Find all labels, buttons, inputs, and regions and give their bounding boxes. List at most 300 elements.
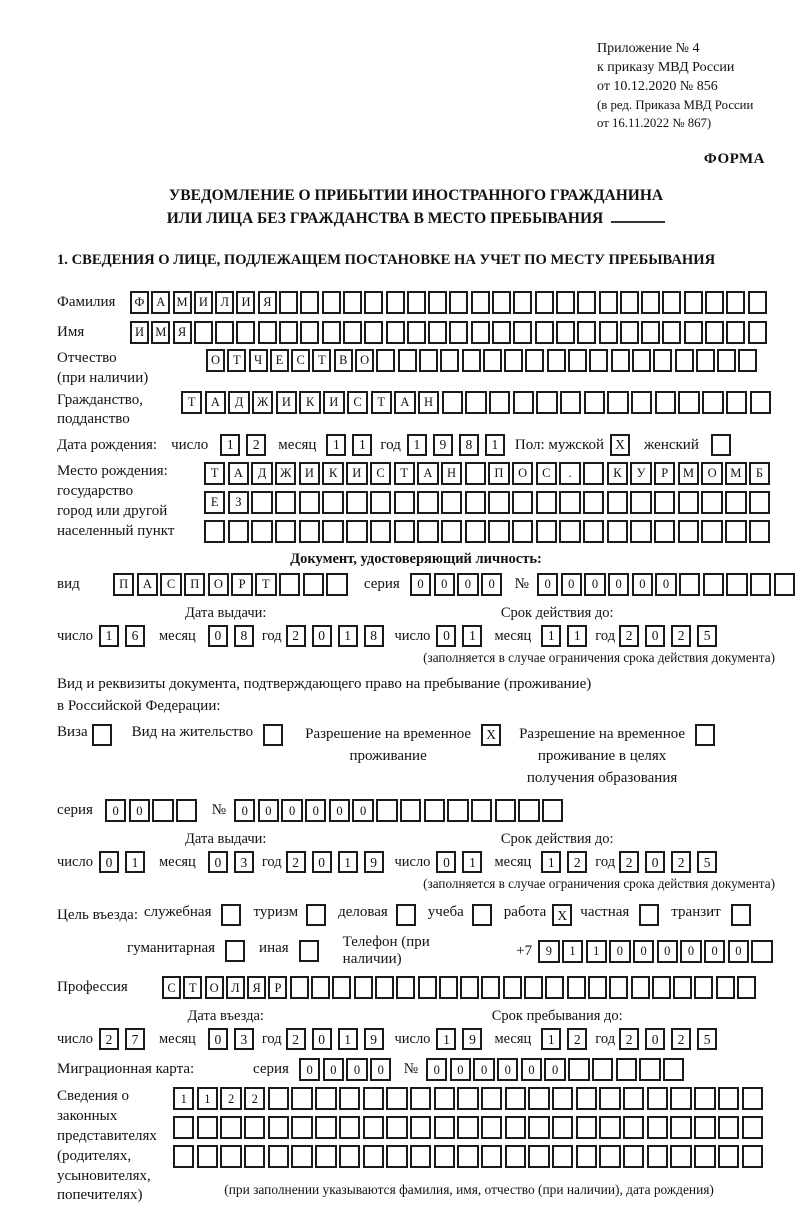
char-cell — [701, 520, 722, 543]
char-cell — [599, 321, 618, 344]
char-cell — [609, 976, 628, 999]
char-cell — [749, 491, 770, 514]
temp-residence-label-line-1: Разрешение на временное — [305, 726, 472, 743]
char-cell — [300, 291, 319, 314]
char-cell: 2 — [619, 1028, 639, 1050]
char-cell: 8 — [364, 625, 384, 647]
char-cell — [678, 491, 699, 514]
identity-expiry-year-label: год — [595, 627, 616, 644]
char-cell — [599, 1145, 620, 1168]
representatives-cells-row-1 — [173, 1087, 765, 1110]
char-cell: 0 — [645, 625, 665, 647]
char-cell — [322, 520, 343, 543]
char-cell — [536, 391, 557, 414]
char-cell — [652, 976, 671, 999]
visa-option — [57, 724, 112, 746]
representatives-label-line-6: попечителях) — [57, 1187, 143, 1204]
char-cell: Я — [173, 321, 192, 344]
char-cell — [339, 1087, 360, 1110]
char-cell — [495, 799, 516, 822]
char-cell — [576, 1087, 597, 1110]
birth-day-cells — [220, 434, 266, 456]
identity-number-cells — [537, 573, 798, 596]
char-cell — [524, 976, 543, 999]
char-cell — [410, 1087, 431, 1110]
char-cell — [647, 1087, 668, 1110]
char-cell: 2 — [244, 1087, 265, 1110]
char-cell — [440, 349, 459, 372]
char-cell: 7 — [125, 1028, 145, 1050]
char-cell: А — [151, 291, 170, 314]
char-cell — [684, 321, 703, 344]
birth-place-label-line-2: государство — [57, 483, 134, 500]
char-cell — [654, 491, 675, 514]
sex-male-checkbox — [610, 434, 630, 456]
citizenship-cells — [181, 391, 773, 414]
residence-number-cells — [234, 799, 566, 822]
residence-expiry-year-label: год — [595, 853, 616, 870]
char-cell — [376, 799, 397, 822]
char-cell — [465, 391, 486, 414]
char-cell — [449, 291, 468, 314]
identity-issue-month-cells — [208, 625, 254, 647]
char-cell — [568, 349, 587, 372]
char-cell — [394, 520, 415, 543]
char-cell: 1 — [586, 940, 607, 963]
entry-date-heading: Дата въезда: — [187, 1008, 264, 1025]
char-cell: 0 — [544, 1058, 565, 1081]
identity-issue-year-label: год — [261, 627, 282, 644]
sex-female-checkbox — [711, 434, 731, 456]
stay-day-label: число — [394, 1030, 431, 1047]
section-1-heading: 1. СВЕДЕНИЯ О ЛИЦЕ, ПОДЛЕЖАЩЕМ ПОСТАНОВКЕ НА УЧЕТ ПО МЕСТУ ПРЕБЫВАНИЯ — [57, 252, 716, 269]
char-cell: 1 — [541, 625, 561, 647]
identity-expiry-month-label: месяц — [494, 627, 532, 644]
char-cell — [457, 1116, 478, 1139]
annex-line-5: от 16.11.2022 № 867) — [597, 116, 712, 131]
char-cell — [251, 520, 272, 543]
char-cell — [611, 349, 630, 372]
char-cell: П — [184, 573, 205, 596]
purpose-humanitarian-label: гуманитарная — [127, 940, 216, 957]
char-cell — [552, 1116, 573, 1139]
identity-doc-dates — [57, 605, 775, 666]
char-cell — [370, 491, 391, 514]
char-cell: 0 — [208, 1028, 228, 1050]
char-cell: 0 — [436, 625, 456, 647]
identity-expiry-month-cells — [541, 625, 587, 647]
form-title-line-2 — [57, 207, 775, 230]
char-cell: С — [370, 462, 391, 485]
edu-residence-label-line-1: Разрешение на временное — [519, 726, 686, 743]
char-cell — [354, 976, 373, 999]
char-cell — [726, 321, 745, 344]
annex-line-3: от 10.12.2020 № 856 — [597, 78, 718, 94]
birth-day-label: число — [171, 436, 209, 453]
char-cell: 2 — [286, 625, 306, 647]
char-cell — [290, 976, 309, 999]
char-cell — [417, 491, 438, 514]
char-cell: 0 — [537, 573, 558, 596]
char-cell — [244, 1145, 265, 1168]
residence-number-label: № — [211, 802, 226, 819]
char-cell: А — [205, 391, 226, 414]
edu-residence-option — [519, 724, 715, 789]
char-cell: Т — [181, 391, 202, 414]
char-cell — [641, 291, 660, 314]
purpose-other-checkbox — [299, 940, 319, 962]
char-cell: 0 — [704, 940, 725, 963]
char-cell — [750, 391, 771, 414]
residence-expiry-year-cells — [619, 851, 717, 873]
blank-underline — [611, 208, 665, 223]
stay-day-cells — [436, 1028, 482, 1050]
char-cell — [589, 349, 608, 372]
char-cell — [528, 1116, 549, 1139]
char-cell — [442, 391, 463, 414]
birth-place-cells-row-2 — [204, 491, 773, 514]
purpose-humanitarian-checkbox — [225, 940, 245, 962]
birth-date-row — [57, 434, 775, 456]
char-cell: 0 — [426, 1058, 447, 1081]
char-cell: И — [346, 462, 367, 485]
char-cell — [268, 1145, 289, 1168]
char-cell — [737, 976, 756, 999]
char-cell: 1 — [541, 851, 561, 873]
profession-cells — [162, 976, 758, 999]
char-cell — [641, 321, 660, 344]
char-cell: К — [299, 391, 320, 414]
char-cell — [748, 291, 767, 314]
char-cell — [547, 349, 566, 372]
annex-line-2: к приказу МВД России — [597, 59, 735, 75]
birth-place-label-line-4: населенный пункт — [57, 522, 175, 539]
identity-issue-month-label: месяц — [158, 627, 196, 644]
char-cell: 1 — [99, 625, 119, 647]
char-cell — [400, 799, 421, 822]
char-cell: 0 — [299, 1058, 320, 1081]
char-cell: Б — [749, 462, 770, 485]
char-cell — [220, 1145, 241, 1168]
char-cell: 1 — [326, 434, 346, 456]
identity-issue-heading: Дата выдачи: — [185, 605, 267, 622]
char-cell: П — [113, 573, 134, 596]
purpose-label: Цель въезда: — [57, 906, 138, 923]
char-cell — [428, 321, 447, 344]
representatives-label-line-1: Сведения о — [57, 1088, 129, 1105]
char-cell: А — [417, 462, 438, 485]
birth-place-cells-row-1 — [204, 462, 773, 485]
char-cell — [481, 1087, 502, 1110]
char-cell: Ж — [275, 462, 296, 485]
representatives-label-line-3: представителях — [57, 1128, 157, 1145]
char-cell — [363, 1145, 384, 1168]
char-cell — [623, 1116, 644, 1139]
char-cell — [176, 799, 197, 822]
char-cell — [670, 1087, 691, 1110]
char-cell: Н — [441, 462, 462, 485]
char-cell — [483, 349, 502, 372]
char-cell — [258, 321, 277, 344]
edu-residence-label — [519, 724, 685, 789]
char-cell — [705, 321, 724, 344]
migration-number-cells — [426, 1058, 687, 1081]
char-cell: 2 — [619, 625, 639, 647]
char-cell — [439, 976, 458, 999]
char-cell — [513, 321, 532, 344]
representatives-label — [57, 1087, 173, 1206]
char-cell — [428, 291, 447, 314]
char-cell — [396, 976, 415, 999]
char-cell: И — [236, 291, 255, 314]
identity-kind-label: вид — [57, 576, 80, 593]
char-cell — [592, 1058, 613, 1081]
residence-permit-options — [57, 724, 775, 789]
char-cell — [363, 1087, 384, 1110]
char-cell — [701, 491, 722, 514]
char-cell — [647, 1145, 668, 1168]
char-cell — [346, 491, 367, 514]
char-cell — [536, 520, 557, 543]
char-cell: 0 — [105, 799, 126, 822]
char-cell — [251, 491, 272, 514]
char-cell — [607, 520, 628, 543]
char-cell: 0 — [234, 799, 255, 822]
char-cell — [434, 1087, 455, 1110]
char-cell — [489, 391, 510, 414]
char-cell: 1 — [173, 1087, 194, 1110]
residence-permit-option — [132, 724, 283, 746]
char-cell — [742, 1116, 763, 1139]
char-cell: 3 — [234, 851, 254, 873]
profession-label: Профессия — [57, 979, 128, 996]
char-cell: 0 — [655, 573, 676, 596]
char-cell — [326, 573, 347, 596]
char-cell: Т — [255, 573, 276, 596]
char-cell: 5 — [697, 625, 717, 647]
char-cell — [291, 1116, 312, 1139]
char-cell: Е — [204, 491, 225, 514]
char-cell: 0 — [633, 940, 654, 963]
char-cell — [447, 799, 468, 822]
char-cell — [398, 349, 417, 372]
char-cell: 0 — [481, 573, 502, 596]
char-cell: Д — [251, 462, 272, 485]
char-cell — [299, 491, 320, 514]
stay-until-date — [394, 1028, 775, 1050]
char-cell — [322, 321, 341, 344]
char-cell: 9 — [364, 851, 384, 873]
char-cell: 8 — [234, 625, 254, 647]
char-cell: 1 — [485, 434, 505, 456]
char-cell — [694, 1145, 715, 1168]
residence-expiry-note: (заполняется в случае ограничения срока действия документа) — [423, 876, 775, 892]
char-cell — [220, 1116, 241, 1139]
char-cell — [694, 1116, 715, 1139]
char-cell — [417, 520, 438, 543]
identity-issue-date — [57, 625, 394, 647]
form-marker: ФОРМА — [703, 150, 765, 167]
char-cell — [488, 520, 509, 543]
char-cell: 1 — [567, 625, 587, 647]
char-cell: 2 — [246, 434, 266, 456]
identity-expiry-note: (заполняется в случае ограничения срока действия документа) — [423, 650, 775, 666]
patronymic-label-line-1: Отчество — [57, 350, 117, 367]
residence-doc-intro-1: Вид и реквизиты документа, подтверждающего право на пребывание (проживание) — [57, 676, 592, 693]
char-cell — [774, 573, 795, 596]
char-cell — [462, 349, 481, 372]
char-cell — [505, 1145, 526, 1168]
char-cell — [225, 940, 245, 962]
char-cell — [696, 349, 715, 372]
char-cell: 9 — [433, 434, 453, 456]
char-cell — [363, 1116, 384, 1139]
char-cell — [311, 976, 330, 999]
char-cell — [364, 291, 383, 314]
char-cell — [731, 904, 751, 926]
residence-series-row — [57, 799, 775, 822]
purpose-transit — [671, 904, 750, 926]
char-cell: 0 — [410, 573, 431, 596]
edu-residence-label-line-2: проживание в целях — [537, 747, 667, 764]
birth-place-cells-row-3 — [204, 520, 773, 543]
char-cell — [607, 491, 628, 514]
identity-expiry-heading: Срок действия до: — [500, 605, 614, 622]
char-cell — [481, 1116, 502, 1139]
char-cell — [702, 391, 723, 414]
char-cell: 1 — [338, 1028, 358, 1050]
char-cell — [742, 1145, 763, 1168]
residence-issue-date — [57, 851, 394, 873]
char-cell: К — [607, 462, 628, 485]
purpose-row-1 — [57, 904, 775, 926]
char-cell — [748, 321, 767, 344]
char-cell — [583, 491, 604, 514]
identity-issue-day-label: число — [57, 627, 93, 644]
char-cell: 0 — [329, 799, 350, 822]
char-cell: 0 — [99, 851, 119, 873]
char-cell: З — [228, 491, 249, 514]
char-cell: У — [630, 462, 651, 485]
char-cell — [244, 1116, 265, 1139]
char-cell — [751, 940, 772, 963]
visa-checkbox — [92, 724, 112, 746]
char-cell: 1 — [436, 1028, 456, 1050]
purpose-study — [428, 904, 492, 926]
char-cell — [386, 1087, 407, 1110]
char-cell: 2 — [567, 851, 587, 873]
char-cell — [556, 321, 575, 344]
citizenship-label-line-2: подданство — [57, 411, 130, 428]
char-cell: 0 — [346, 1058, 367, 1081]
char-cell — [675, 349, 694, 372]
purpose-private — [580, 904, 659, 926]
char-cell: 3 — [234, 1028, 254, 1050]
char-cell — [513, 291, 532, 314]
char-cell: Р — [654, 462, 675, 485]
char-cell — [599, 291, 618, 314]
char-cell — [695, 724, 715, 746]
residence-issue-day-label: число — [57, 853, 93, 870]
char-cell — [322, 291, 341, 314]
char-cell: Т — [312, 349, 331, 372]
purpose-official-label: служебная — [143, 904, 212, 921]
char-cell: 2 — [286, 851, 306, 873]
char-cell: 0 — [561, 573, 582, 596]
migration-card-label: Миграционная карта: — [57, 1061, 195, 1078]
char-cell — [639, 1058, 660, 1081]
char-cell — [460, 976, 479, 999]
char-cell: Р — [268, 976, 287, 999]
char-cell: 2 — [220, 1087, 241, 1110]
char-cell — [694, 976, 713, 999]
entry-year-label: год — [261, 1030, 282, 1047]
purpose-transit-label: транзит — [671, 904, 721, 921]
char-cell — [559, 520, 580, 543]
char-cell — [655, 391, 676, 414]
char-cell — [291, 1145, 312, 1168]
phone-cells — [538, 940, 775, 963]
char-cell — [407, 291, 426, 314]
char-cell: 2 — [671, 851, 691, 873]
residence-doc-dates — [57, 831, 775, 892]
char-cell — [738, 349, 757, 372]
purpose-other-label: иная — [259, 940, 289, 957]
char-cell: X — [481, 724, 501, 746]
char-cell — [441, 491, 462, 514]
char-cell: Т — [371, 391, 392, 414]
char-cell — [542, 799, 563, 822]
char-cell — [481, 976, 500, 999]
char-cell — [552, 1145, 573, 1168]
residence-series-label: серия — [57, 802, 93, 819]
char-cell — [386, 291, 405, 314]
char-cell: 0 — [609, 940, 630, 963]
identity-doc-row — [57, 573, 775, 596]
char-cell — [673, 976, 692, 999]
sex-female-label: женский — [644, 436, 699, 453]
char-cell — [275, 491, 296, 514]
char-cell — [512, 520, 533, 543]
phone-label: Телефон (при наличии) — [342, 934, 430, 968]
char-cell — [663, 1058, 684, 1081]
visa-label: Виза — [57, 724, 88, 741]
char-cell — [678, 391, 699, 414]
migration-series-label: серия — [253, 1061, 289, 1078]
char-cell: X — [610, 434, 630, 456]
char-cell — [419, 349, 438, 372]
residence-issue-heading: Дата выдачи: — [185, 831, 267, 848]
phone-prefix: +7 — [516, 942, 533, 959]
char-cell — [375, 976, 394, 999]
char-cell — [300, 321, 319, 344]
char-cell — [279, 291, 298, 314]
entry-year-cells — [286, 1028, 384, 1050]
purpose-business — [338, 904, 416, 926]
surname-row — [57, 291, 775, 314]
char-cell: 1 — [462, 851, 482, 873]
char-cell — [197, 1116, 218, 1139]
char-cell — [535, 291, 554, 314]
char-cell — [386, 321, 405, 344]
identity-issue-day-cells — [99, 625, 145, 647]
char-cell: 0 — [281, 799, 302, 822]
char-cell: 2 — [619, 851, 639, 873]
char-cell: К — [322, 462, 343, 485]
representatives-cells — [173, 1087, 765, 1198]
char-cell — [441, 520, 462, 543]
entry-month-label: месяц — [158, 1030, 196, 1047]
